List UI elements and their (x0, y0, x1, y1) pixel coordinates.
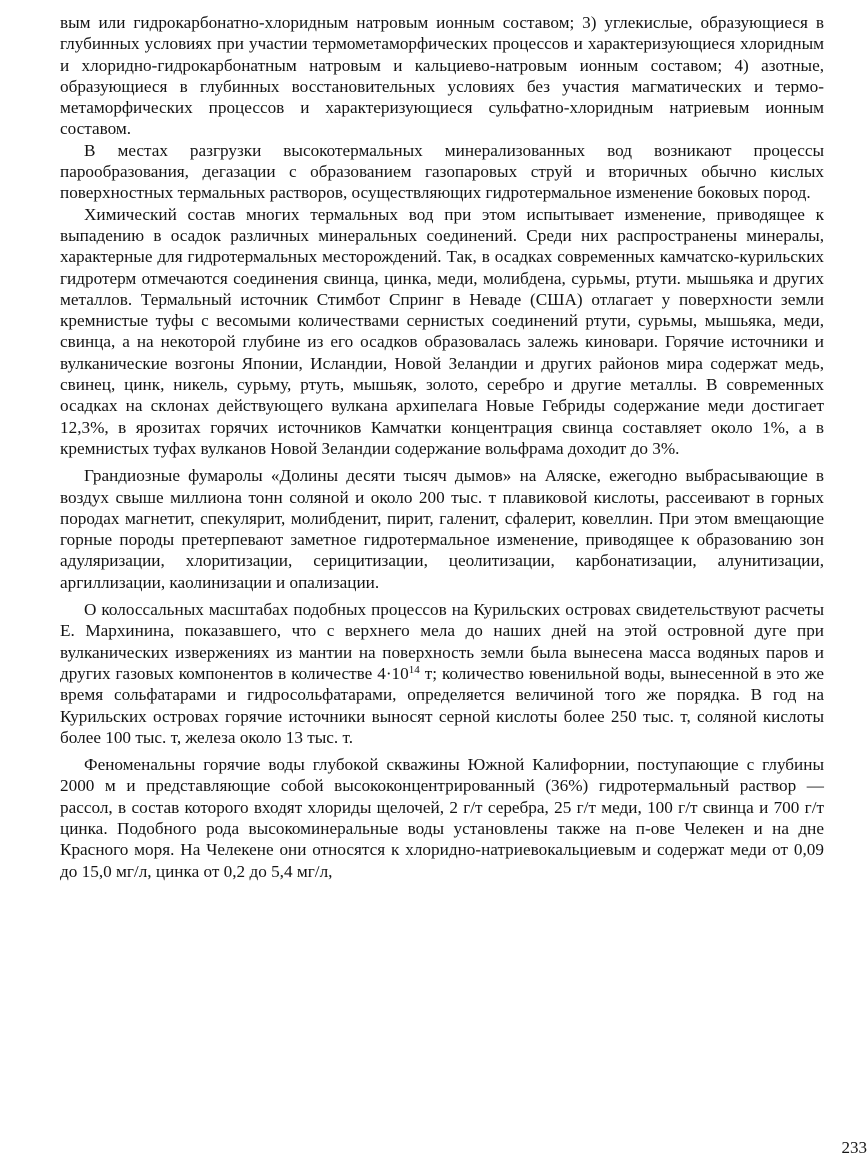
paragraph-chemical-composition: Химический состав многих термальных вод при этом испытывает изменение, приводящее к выпадению в осадок различных минеральных соединений. Среди них распространены минералы, характерные для гидротермальных месторождений. Так, в осадках современных камчатско-курильских гидротерм отмечаются соединения свинца, цинка, меди, молибдена, сурьмы, ртути. мышьяка и других металлов. Термальный источник Стимбот Спринг в Неваде (США) отлагает у поверхности земли кремнистые туфы с весомыми количествами сернистых соединений ртути, сурьмы, мышьяка, меди, свинца, а на некоторой глубине из его осадков образовалась залежь киновари. Горячие источники и вулканические возгоны Японии, Исландии, Новой Зеландии и других районов мира содержат медь, свинец, цинк, никель, сурьму, ртуть, мышьяк, золото, серебро и другие металлы. В современных осадках на склонах действующего вулкана архипелага Новые Гебриды содержание меди достигает 12,3%, в ярозитах горячих источников Камчатки концентрация свинца составляет около 1%, а в кремнистых туфах вулканов Новой Зеландии содержание вольфрама доходит до 3%. (60, 204, 824, 460)
paragraph-kuril-tail: т; количество ювенильной воды, вынесенной в это же время сольфатарами и гидросольфатарами, определяется величиной того же порядка. В год на Курильских островах горячие источники выносят серной кислоты более 250 тыс. т, соляной кислоты более 100 тыс. т, железа около 13 тыс. т. (60, 664, 824, 747)
book-page (60, 12, 824, 1142)
paragraph-kuril-text: О колоссальных масштабах подобных процессов на Курильских островах свидетельствуют расчеты Е. Мархинина, показавшего, что с верхнего мела до наших дней на этой островной дуге при вулканических извержениях из мантии на поверхность земли была вынесена масса водяных паров и других газовых компонентов в количестве 4·10 (60, 600, 824, 683)
page-number: 233 (842, 1138, 867, 1158)
paragraph-california-waters: Феноменальны горячие воды глубокой скважины Южной Калифорнии, поступающие с глубины 2000 м и представляющие собой высококонцентрированный (36%) гидротермальный раствор — рассол, в состав которого входят хлориды щелочей, 2 г/т серебра, 25 г/т меди, 100 г/т свинца и 700 г/т цинка. Подобного рода высокоминеральные воды установлены также на п-ове Челекен и на дне Красного моря. На Челекене они относятся к хлоридно-натриевокальциевым и содержат меди от 0,09 до 15,0 мг/л, цинка от 0,2 до 5,4 мг/л, (60, 754, 824, 882)
paragraph-kuril-islands (60, 599, 824, 748)
paragraph-continued: вым или гидрокарбонатно-хлоридным натровым ионным составом; 3) углекислые, образующиеся в глубинных условиях при участии термометаморфических процессов и характеризующиеся хлоридным и хлоридно-гидрокарбонатным натровым и кальциево-натровым ионным составом; 4) азотные, образующиеся в глубинных восстановительных условиях без участия магматических и термометаморфических процессов и характеризующиеся сульфатно-хлоридным натриевым ионным составом. (60, 12, 824, 140)
exponent-superscript: 14 (409, 664, 420, 676)
paragraph-alaska-fumaroles: Грандиозные фумаролы «Долины десяти тысяч дымов» на Аляске, ежегодно выбрасывающие в воздух свыше миллиона тонн соляной и около 200 тыс. т плавиковой кислоты, рассеивают в горных породах магнетит, спекулярит, молибденит, пирит, галенит, сфалерит, ковеллин. При этом вмещающие горные породы претерпевают заметное гидротермальное изменение, приводящее к образованию зон адуляризации, хлоритизации, серицитизации, цеолитизации, карбонатизации, алунитизации, аргиллизации, каолинизации и опализации. (60, 465, 824, 593)
paragraph-discharge-processes: В местах разгрузки высокотермальных минерализованных вод возникают процессы парообразования, дегазации с образованием газопаровых струй и вторичных обычно кислых поверхностных термальных растворов, осуществляющих гидротермальное изменение боковых пород. (60, 140, 824, 204)
